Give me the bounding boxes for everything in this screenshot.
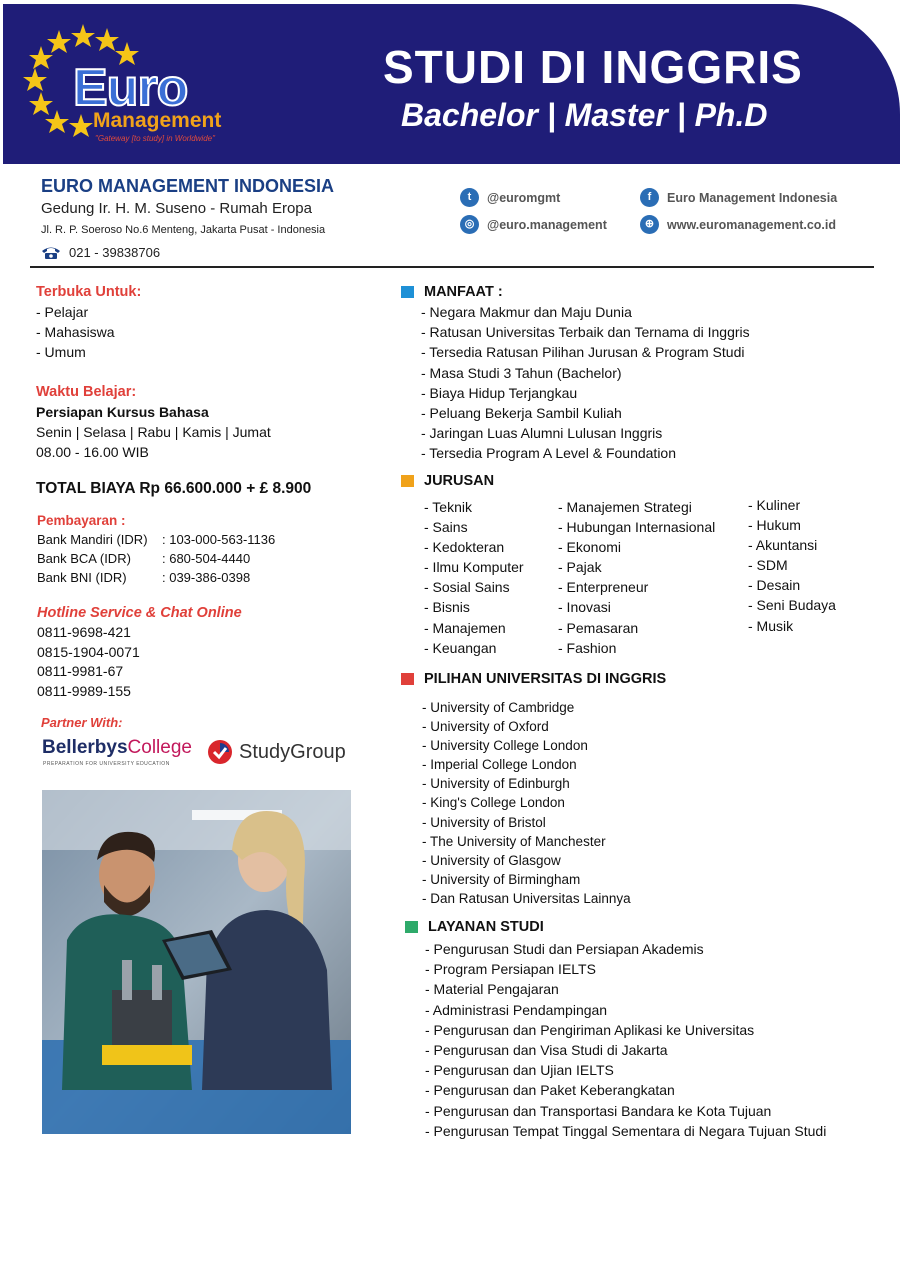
list-item: - University of Glasgow	[422, 852, 561, 868]
instagram-icon: ◎	[460, 215, 479, 234]
list-item: - Bisnis	[424, 599, 470, 616]
list-item: - Pengurusan dan Pengiriman Aplikasi ke Universitas	[425, 1021, 755, 1038]
list-item: - King's College London	[422, 795, 565, 811]
jurusan-title: JURUSAN	[424, 473, 495, 489]
list-item: - SDM	[748, 557, 788, 574]
jurusan-col-2	[558, 497, 715, 658]
list-item: - Program Persiapan IELTS	[425, 961, 596, 978]
list-item: - Pengurusan dan Transportasi Bandara ke Kota Tujuan	[425, 1102, 772, 1119]
list-item: - Kedokteran	[424, 539, 505, 556]
list-item: - Enterpreneur	[558, 579, 649, 596]
euro-management-logo	[23, 22, 248, 150]
list-item: - Pemasaran	[558, 619, 639, 636]
list-item: - The University of Manchester	[422, 833, 606, 849]
layanan-title: LAYANAN STUDI	[428, 919, 544, 935]
bank-account: : 039-386-0398	[162, 570, 251, 585]
address: Jl. R. P. Soeroso No.6 Menteng, Jakarta Pusat - Indonesia	[41, 224, 326, 236]
page-title: STUDI DI INGGRIS	[383, 41, 803, 93]
list-item: - Keuangan	[424, 639, 497, 656]
list-item: - Imperial College London	[422, 757, 577, 773]
list-item: - Inovasi	[558, 599, 611, 616]
page-subtitle: Bachelor | Master | Ph.D	[401, 97, 768, 133]
list-item: - Material Pengajaran	[425, 981, 559, 998]
list-item: - Fashion	[558, 639, 617, 656]
layanan-heading	[405, 919, 544, 935]
instagram-link[interactable]	[460, 215, 607, 234]
studygroup-text: StudyGroup	[239, 740, 346, 763]
list-item: - Ekonomi	[558, 539, 622, 556]
header-banner	[3, 4, 900, 164]
bank-row	[37, 549, 275, 568]
list-item: - Akuntansi	[748, 537, 818, 554]
logo-subtext: Management	[93, 109, 222, 132]
payment-heading: Pembayaran :	[37, 513, 126, 528]
bank-row	[37, 530, 275, 549]
list-item: - Tersedia Program A Level & Foundation	[421, 445, 677, 462]
universitas-title: PILIHAN UNIVERSITAS DI INGGRIS	[424, 671, 667, 687]
facebook-icon: f	[640, 188, 659, 207]
list-item: - Seni Budaya	[748, 597, 836, 614]
course-name: Persiapan Kursus Bahasa	[36, 404, 209, 420]
list-item: - Hukum	[748, 517, 801, 534]
bank-account: : 680-504-4440	[162, 551, 251, 566]
list-item: - Manajemen Strategi	[558, 499, 692, 515]
building-name: Gedung Ir. H. M. Suseno - Rumah Eropa	[41, 200, 312, 217]
hotline-list	[37, 623, 140, 701]
telephone-icon	[41, 246, 61, 260]
list-item: - Administrasi Pendampingan	[425, 1001, 608, 1018]
list-item: - Kuliner	[748, 497, 801, 513]
list-item: - Desain	[748, 577, 801, 594]
manfaat-list	[421, 302, 750, 464]
jurusan-col-3	[748, 495, 836, 636]
bank-name: Bank BCA (IDR)	[37, 551, 131, 566]
layanan-list	[425, 939, 826, 1141]
company-name: EURO MANAGEMENT INDONESIA	[41, 176, 335, 196]
instagram-handle: @euro.management	[487, 217, 607, 232]
list-item: - Pajak	[558, 559, 602, 576]
list-item: - Pengurusan Studi dan Persiapan Akademis	[425, 941, 704, 957]
time-info	[36, 402, 271, 462]
logo-text: Euro	[73, 59, 188, 117]
students-photo	[42, 790, 351, 1134]
list-item: - Hubungan Internasional	[558, 519, 716, 536]
divider	[30, 266, 874, 268]
list-item: - Umum	[36, 344, 86, 360]
hotline-number[interactable]: 0811-9698-421	[37, 624, 131, 640]
manfaat-heading	[401, 284, 503, 300]
universitas-heading	[401, 671, 666, 687]
list-item: - University of Cambridge	[422, 700, 575, 715]
list-item: - Sains	[424, 519, 468, 536]
section-square-icon	[405, 921, 418, 933]
list-item: - Masa Studi 3 Tahun (Bachelor)	[421, 364, 622, 381]
jurusan-heading	[401, 473, 494, 489]
twitter-handle: @euromgmt	[487, 190, 561, 205]
open-list	[36, 302, 115, 362]
bank-name: Bank BNI (IDR)	[37, 570, 127, 585]
list-item: - Musik	[748, 617, 794, 634]
study-days: Senin | Selasa | Rabu | Kamis | Jumat	[36, 424, 271, 440]
logo-tagline: "Gateway [to study] in Worldwide"	[95, 134, 215, 143]
list-item: - Pelajar	[36, 304, 89, 320]
list-item: - Ratusan Universitas Terbaik dan Ternama di Inggris	[421, 324, 750, 341]
bellerbys-college-logo	[42, 737, 192, 759]
list-item: - University of Bristol	[422, 814, 546, 830]
list-item: - Mahasiswa	[36, 324, 115, 340]
list-item: - Pengurusan dan Ujian IELTS	[425, 1062, 614, 1079]
facebook-page: Euro Management Indonesia	[667, 190, 838, 205]
section-square-icon	[401, 673, 414, 685]
hotline-number[interactable]: 0815-1904-0071	[37, 643, 140, 660]
globe-icon: ⊕	[640, 215, 659, 234]
bank-row	[37, 568, 275, 587]
list-item: - Jaringan Luas Alumni Lulusan Inggris	[421, 425, 663, 442]
study-hours: 08.00 - 16.00 WIB	[36, 444, 149, 460]
hotline-heading: Hotline Service & Chat Online	[37, 605, 242, 621]
list-item: - Dan Ratusan Universitas Lainnya	[422, 890, 631, 906]
twitter-link[interactable]	[460, 188, 560, 207]
list-item: - Peluang Bekerja Sambil Kuliah	[421, 405, 622, 422]
phone-text: 021 - 39838706	[69, 245, 161, 260]
college-text: College	[127, 737, 192, 758]
bank-list	[37, 530, 275, 587]
list-item: - Manajemen	[424, 619, 506, 636]
list-item: - Ilmu Komputer	[424, 559, 524, 576]
list-item: - Tersedia Ratusan Pilihan Jurusan & Program Studi	[421, 344, 745, 361]
website-link[interactable]	[640, 215, 836, 234]
website-url: www.euromanagement.co.id	[667, 217, 837, 232]
universitas-list	[422, 698, 631, 908]
bellerbys-text: Bellerbys	[42, 737, 128, 758]
studygroup-logo	[207, 739, 346, 765]
jurusan-col-1	[424, 497, 524, 658]
partner-heading: Partner With:	[41, 715, 123, 730]
section-square-icon	[401, 475, 414, 487]
bank-name: Bank Mandiri (IDR)	[37, 532, 148, 547]
time-heading: Waktu Belajar:	[36, 384, 137, 400]
facebook-link[interactable]	[640, 188, 837, 207]
list-item: - Pengurusan dan Paket Keberangkatan	[425, 1082, 675, 1099]
open-heading: Terbuka Untuk:	[36, 284, 142, 300]
list-item: - Pengurusan dan Visa Studi di Jakarta	[425, 1042, 668, 1059]
list-item: - University of Birmingham	[422, 871, 581, 887]
list-item: - Sosial Sains	[424, 579, 510, 596]
twitter-icon: t	[460, 188, 479, 207]
list-item: - Pengurusan Tempat Tinggal Sementara di Negara Tujuan Studi	[425, 1122, 827, 1139]
total-cost: TOTAL BIAYA Rp 66.600.000 + £ 8.900	[36, 480, 312, 497]
list-item: - Teknik	[424, 499, 472, 515]
list-item: - University of Edinburgh	[422, 776, 570, 792]
list-item: - University of Oxford	[422, 719, 549, 735]
list-item: - University College London	[422, 738, 588, 754]
partner-logos	[42, 737, 352, 773]
hotline-number[interactable]: 0811-9981-67	[37, 663, 124, 679]
studygroup-icon	[207, 739, 233, 765]
phone-number	[41, 245, 160, 260]
bank-account: : 103-000-563-1136	[162, 532, 276, 547]
list-item: - Biaya Hidup Terjangkau	[421, 384, 578, 401]
manfaat-title: MANFAAT :	[424, 284, 503, 300]
list-item: - Negara Makmur dan Maju Dunia	[421, 304, 632, 320]
hotline-number[interactable]: 0811-9989-155	[37, 682, 131, 699]
section-square-icon	[401, 286, 414, 298]
bellerbys-tagline: PREPARATION FOR UNIVERSITY EDUCATION	[43, 761, 170, 767]
